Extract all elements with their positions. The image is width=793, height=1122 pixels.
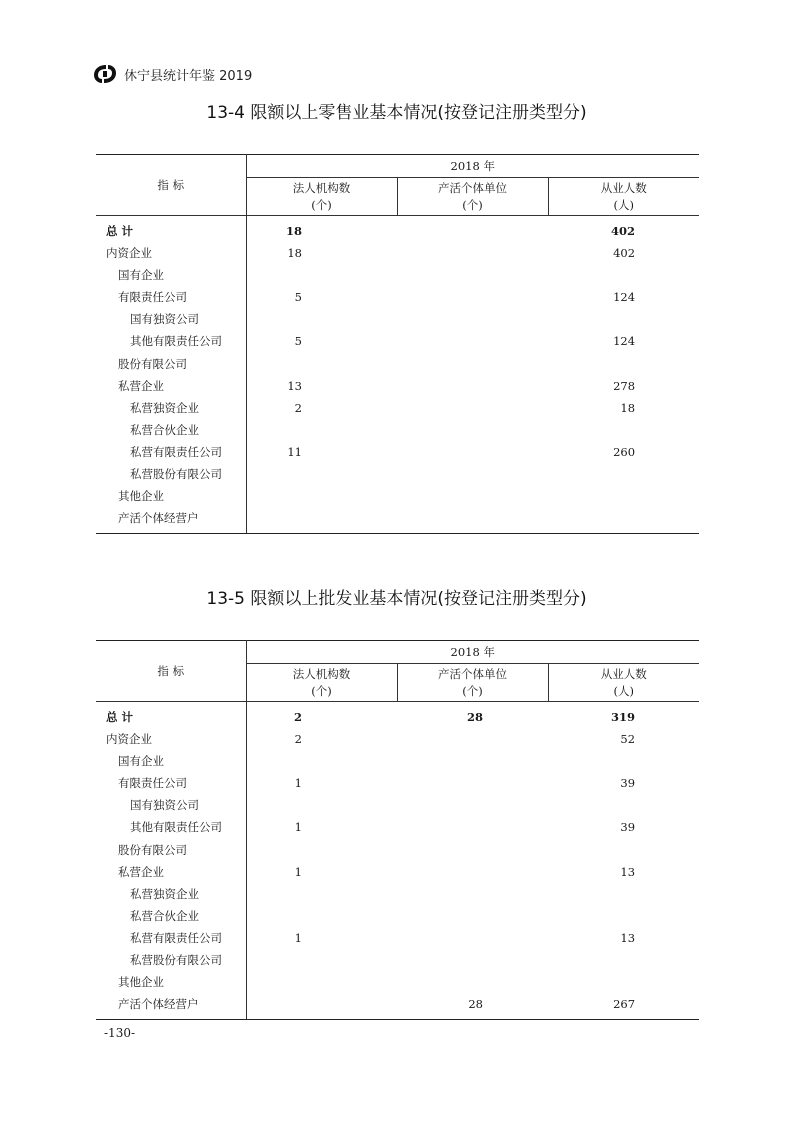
table-row <box>96 949 699 971</box>
table2-indicator-header: 指 标 <box>96 641 246 702</box>
cell-value <box>397 949 548 971</box>
cell-value <box>397 750 548 772</box>
row-label: 其他有限责任公司 <box>96 816 246 838</box>
row-label: 总 计 <box>96 702 246 729</box>
row-label: 私营有限责任公司 <box>96 927 246 949</box>
row-label: 其他企业 <box>96 485 246 507</box>
cell-value <box>397 286 548 308</box>
table-row <box>96 216 699 243</box>
cell-value <box>246 485 397 507</box>
cell-value <box>548 949 699 971</box>
cell-value <box>397 330 548 352</box>
cell-value: 124 <box>613 334 636 349</box>
cell-value <box>397 507 548 534</box>
table-row <box>96 794 699 816</box>
cell-value <box>397 794 548 816</box>
table-row <box>96 308 699 330</box>
cell-value: 1 <box>294 930 302 945</box>
table1-indicator-header: 指 标 <box>96 155 246 216</box>
cell-value <box>397 463 548 485</box>
table-row <box>96 419 699 441</box>
table1-year-header: 2018 年 <box>246 155 699 178</box>
row-label: 其他有限责任公司 <box>96 330 246 352</box>
cell-value <box>548 352 699 374</box>
cell-value: 13 <box>620 864 636 879</box>
cell-value: 2 <box>293 710 302 724</box>
cell-value: 11 <box>287 444 302 459</box>
cell-value: 402 <box>613 246 636 261</box>
cell-value <box>548 883 699 905</box>
cell-value: 52 <box>620 732 636 747</box>
row-label: 国有独资公司 <box>96 794 246 816</box>
row-label: 私营股份有限公司 <box>96 949 246 971</box>
row-label: 私营独资企业 <box>96 397 246 419</box>
row-label: 产活个体经营户 <box>96 507 246 534</box>
table1-title: 13-4 限额以上零售业基本情况(按登记注册类型分) <box>206 103 587 123</box>
cell-value <box>246 308 397 330</box>
cell-value <box>397 883 548 905</box>
table-row <box>96 242 699 264</box>
cell-value: 2 <box>294 400 302 415</box>
cell-value <box>246 949 397 971</box>
cell-value: 1 <box>294 820 302 835</box>
cell-value <box>397 485 548 507</box>
cell-value: 1 <box>294 776 302 791</box>
cell-value <box>246 264 397 286</box>
table-row <box>96 286 699 308</box>
cell-value <box>397 927 548 949</box>
cell-value: 28 <box>397 993 548 1020</box>
table-row <box>96 971 699 993</box>
row-label: 私营合伙企业 <box>96 905 246 927</box>
table1-col-header: 产活个体单位 (个) <box>397 178 548 216</box>
table-row <box>96 702 699 729</box>
cell-value <box>548 971 699 993</box>
cell-value <box>397 397 548 419</box>
cell-value: 18 <box>285 224 302 238</box>
yearbook-title: 休宁县统计年鉴 2019 <box>124 68 253 84</box>
table2-title: 13-5 限额以上批发业基本情况(按登记注册类型分) <box>206 589 587 609</box>
row-label: 股份有限公司 <box>96 838 246 860</box>
cell-value <box>246 838 397 860</box>
cell-value: 5 <box>294 334 302 349</box>
table-row <box>96 927 699 949</box>
table-row <box>96 264 699 286</box>
row-label: 国有企业 <box>96 750 246 772</box>
cell-value: 2 <box>294 732 302 747</box>
cell-value <box>246 507 397 534</box>
row-label: 有限责任公司 <box>96 772 246 794</box>
table-row <box>96 441 699 463</box>
cell-value: 402 <box>611 224 636 238</box>
table2-col-header: 从业人数 (人) <box>548 664 699 702</box>
cell-value <box>397 838 548 860</box>
cell-value <box>246 419 397 441</box>
cell-value <box>397 216 548 243</box>
row-label: 总 计 <box>96 216 246 243</box>
cell-value: 260 <box>613 444 636 459</box>
cell-value <box>397 861 548 883</box>
cell-value <box>246 905 397 927</box>
table-row <box>96 772 699 794</box>
cell-value <box>548 485 699 507</box>
cell-value: 5 <box>294 290 302 305</box>
row-label: 其他企业 <box>96 971 246 993</box>
page-number: -130- <box>104 1026 136 1040</box>
cell-value <box>397 375 548 397</box>
table-row <box>96 883 699 905</box>
table2-col-header: 法人机构数 (个) <box>246 664 397 702</box>
cell-value <box>246 794 397 816</box>
cell-value: 18 <box>620 400 636 415</box>
table-row <box>96 838 699 860</box>
cell-value <box>548 463 699 485</box>
cell-value: 1 <box>294 864 302 879</box>
cell-value <box>548 419 699 441</box>
cell-value <box>548 308 699 330</box>
table-row <box>96 993 699 1020</box>
table2-year-header: 2018 年 <box>246 641 699 664</box>
cell-value: 319 <box>611 710 636 724</box>
table2-body <box>96 702 699 1020</box>
cell-value: 13 <box>620 930 636 945</box>
table-row <box>96 375 699 397</box>
cell-value: 267 <box>548 993 699 1020</box>
row-label: 产活个体经营户 <box>96 993 246 1020</box>
cell-value <box>548 794 699 816</box>
row-label: 私营企业 <box>96 375 246 397</box>
cell-value <box>397 816 548 838</box>
cell-value: 278 <box>613 378 636 393</box>
cell-value: 18 <box>287 246 302 261</box>
row-label: 国有独资公司 <box>96 308 246 330</box>
table1 <box>96 154 699 534</box>
cell-value <box>397 441 548 463</box>
table-row <box>96 905 699 927</box>
cell-value <box>246 993 397 1020</box>
row-label: 内资企业 <box>96 728 246 750</box>
cell-value <box>246 352 397 374</box>
table-row <box>96 507 699 534</box>
page-header <box>92 62 252 86</box>
table-row <box>96 816 699 838</box>
cell-value <box>246 750 397 772</box>
cell-value: 39 <box>620 776 636 791</box>
cell-value <box>246 463 397 485</box>
row-label: 私营有限责任公司 <box>96 441 246 463</box>
row-label: 私营企业 <box>96 861 246 883</box>
cell-value <box>397 242 548 264</box>
cell-value: 13 <box>287 378 302 393</box>
cell-value <box>246 883 397 905</box>
yearbook-logo-icon <box>92 62 118 86</box>
table-row <box>96 463 699 485</box>
table-row <box>96 352 699 374</box>
cell-value <box>246 971 397 993</box>
table-row <box>96 397 699 419</box>
cell-value <box>548 905 699 927</box>
row-label: 股份有限公司 <box>96 352 246 374</box>
table1-col-header: 法人机构数 (个) <box>246 178 397 216</box>
row-label: 私营股份有限公司 <box>96 463 246 485</box>
cell-value <box>548 838 699 860</box>
table2 <box>96 640 699 1020</box>
cell-value: 28 <box>466 710 483 724</box>
cell-value <box>397 264 548 286</box>
cell-value <box>397 728 548 750</box>
table1-body <box>96 216 699 534</box>
cell-value: 39 <box>620 820 636 835</box>
table-row <box>96 861 699 883</box>
row-label: 私营合伙企业 <box>96 419 246 441</box>
row-label: 有限责任公司 <box>96 286 246 308</box>
table1-col-header: 从业人数 (人) <box>548 178 699 216</box>
table-row <box>96 750 699 772</box>
table2-col-header: 产活个体单位 (个) <box>397 664 548 702</box>
cell-value <box>548 264 699 286</box>
cell-value: 124 <box>613 290 636 305</box>
row-label: 国有企业 <box>96 264 246 286</box>
row-label: 私营独资企业 <box>96 883 246 905</box>
table-row <box>96 485 699 507</box>
table-row <box>96 728 699 750</box>
cell-value <box>397 772 548 794</box>
cell-value <box>397 905 548 927</box>
cell-value <box>548 750 699 772</box>
cell-value <box>397 352 548 374</box>
cell-value <box>548 507 699 534</box>
cell-value <box>397 308 548 330</box>
cell-value <box>397 971 548 993</box>
table-row <box>96 330 699 352</box>
row-label: 内资企业 <box>96 242 246 264</box>
cell-value <box>397 419 548 441</box>
